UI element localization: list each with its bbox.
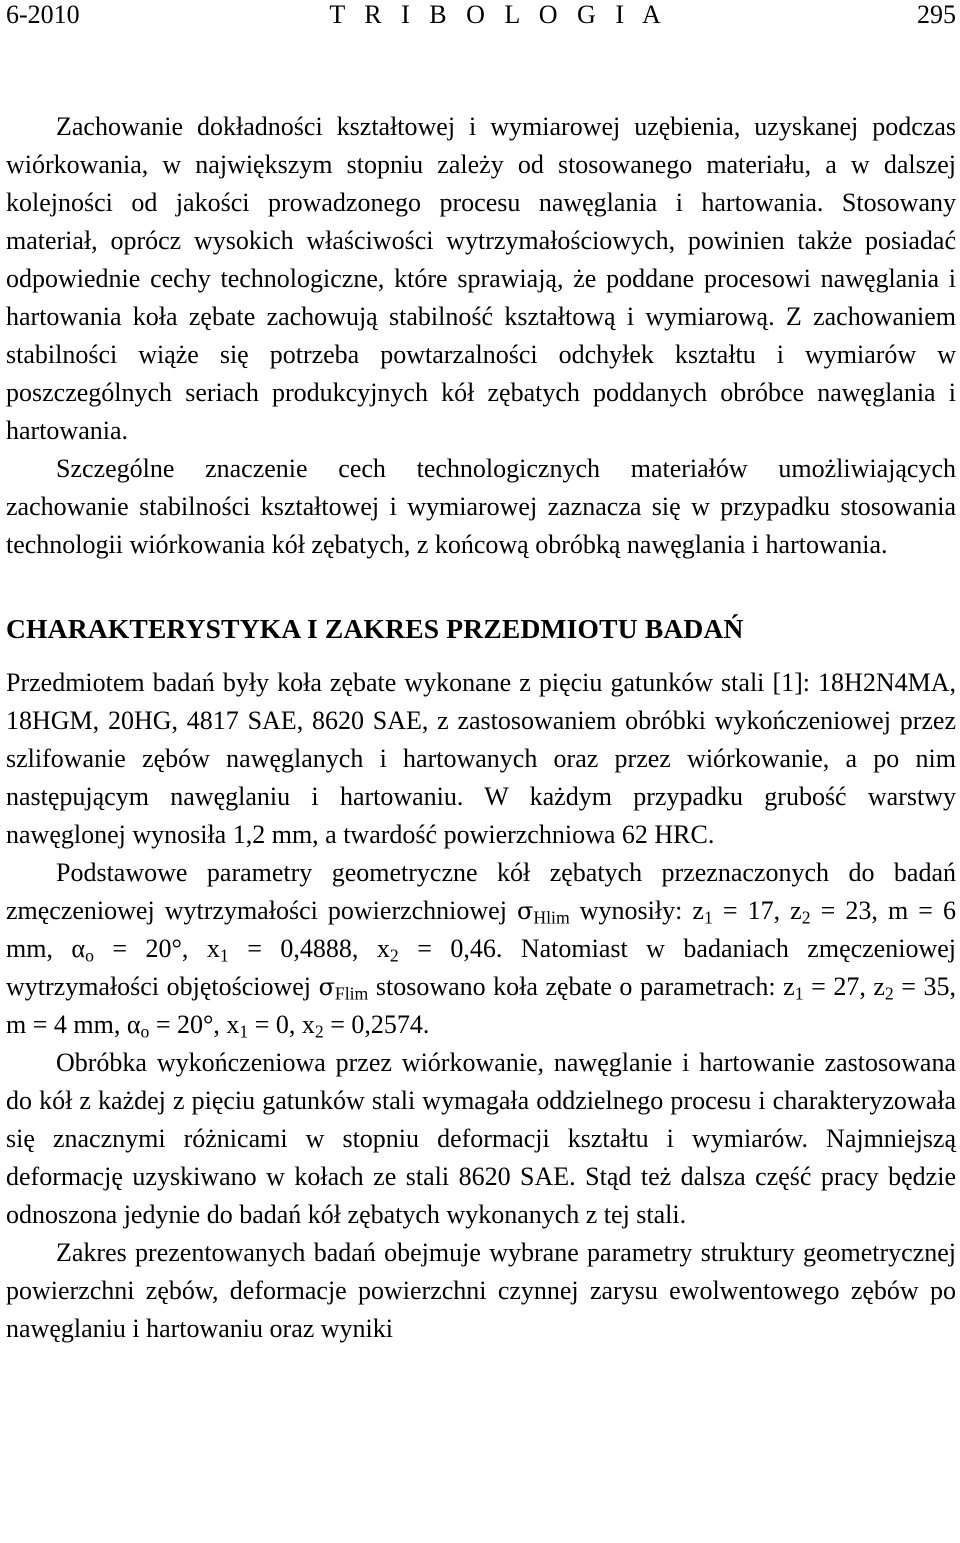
paragraph-technological-features: Szczególne znaczenie cech technologicznych materiałów umożliwiających zachowanie stabilności kształtowej i wymiarowej zaznacza się w przypadku stosowania technologii wiórkowania kół zębatych, z końcową obróbką nawęglania i hartowania. [6,454,956,559]
subscript: 2 [389,945,399,966]
text-run: = 20°, x [93,934,220,963]
paragraph-geometric-parameters [6,854,956,1044]
sigma-symbol: σ [517,897,534,925]
paragraph-finishing-treatment: Obróbka wykończeniowa przez wiórkowanie, nawęglanie i hartowanie zastosowana do kół z każdej z pięciu gatunków stali wymagała oddzielnego procesu i charakteryzowała się znacznymi różnicami w stopniu deformacji kształtu i wymiarów. Najmniejszą deformację uzyskiwano w kołach ze stali 8620 SAE. Stąd też dalsza część pracy będzie odnoszona jedynie do badań kół zębatych wykonanych z tej stali. [6,1048,956,1229]
paragraph-research-subject: Przedmiotem badań były koła zębate wykonane z pięciu gatunków stali [1]: 18H2N4MA, 18HGM, 20HG, 4817 SAE, 8620 SAE, z zastosowaniem obróbki wykończeniowej przez szlifowanie zębów nawęglanych i hartowanych oraz przez wiórkowanie, a po nim następującym nawęglaniu i hartowaniu. W każdym przypadku grubość warstwy nawęglonej wynosiła 1,2 mm, a twardość powierzchniowa 62 HRC. [6,668,956,849]
subscript: 1 [794,983,804,1004]
subscript: o [140,1021,150,1042]
journal-name: T R I B O L O G I A [329,0,668,29]
text-run: = 27, z [803,972,885,1001]
text-run: = 35, m = 4 mm, α [6,972,957,1039]
subscript: 2 [884,983,894,1004]
subscript: 2 [314,1021,324,1042]
text-run: = 20°, x [149,1010,240,1039]
text-run: = 0,46. Natomiast w badaniach zmęczeniowej wytrzymałości objętościowej [6,934,956,1001]
subscript: 1 [219,945,229,966]
paragraph-material-stability: Zachowanie dokładności kształtowej i wymiarowej uzębienia, uzyskanej podczas wiórkowania, w największym stopniu zależy od stosowanego materiału, a w dalszej kolejności od jakości prowadzonego procesu nawęglania i hartowania. Stosowany materiał, oprócz wysokich właściwości wytrzymałościowych, powinien także posiadać odpowiednie cechy technologiczne, które sprawiają, że poddane procesowi nawęglania i hartowania koła zębate zachowują stabilność kształtową i wymiarową. Z zachowaniem stabilności wiąże się potrzeba powtarzalności odchyłek kształtu i wymiarów w poszczególnych seriach produkcyjnych kół zębatych poddanych obróbce nawęglania i hartowania. [6,112,956,445]
running-header [6,0,956,36]
text-run: = 0,4888, x [228,934,390,963]
text-run: Podstawowe parametry geometryczne kół zębatych przeznaczonych do badań zmęczeniowej wytrzymałości powierzchniowej [6,858,956,925]
text-run: = 17, z [712,896,802,925]
sigma-symbol: σ [318,973,335,1001]
subscript: Hlim [533,907,570,928]
text-run: stosowano koła zębate o parametrach: z [368,972,795,1001]
text-run: = 0,2574. [323,1010,430,1039]
paragraph-research-scope: Zakres prezentowanych badań obejmuje wybrane parametry struktury geometrycznej powierzchni zębów, deformacje powierzchni czynnej zarysu ewolwentowego zębów po nawęglaniu i hartowaniu oraz wyniki [6,1238,956,1343]
issue-number: 6-2010 [6,0,80,29]
text-run: wynosiły: z [569,896,704,925]
subscript: Flim [334,983,369,1004]
text-run: = 0, x [248,1010,315,1039]
subscript: 2 [801,907,811,928]
subscript: 1 [703,907,713,928]
subscript: o [85,945,94,966]
section-heading: CHARAKTERYSTYKA I ZAKRES PRZEDMIOTU BADAŃ [6,613,744,644]
page-number: 295 [916,0,956,29]
text-run: = 23, m = 6 mm, α [6,896,957,963]
subscript: 1 [239,1021,249,1042]
